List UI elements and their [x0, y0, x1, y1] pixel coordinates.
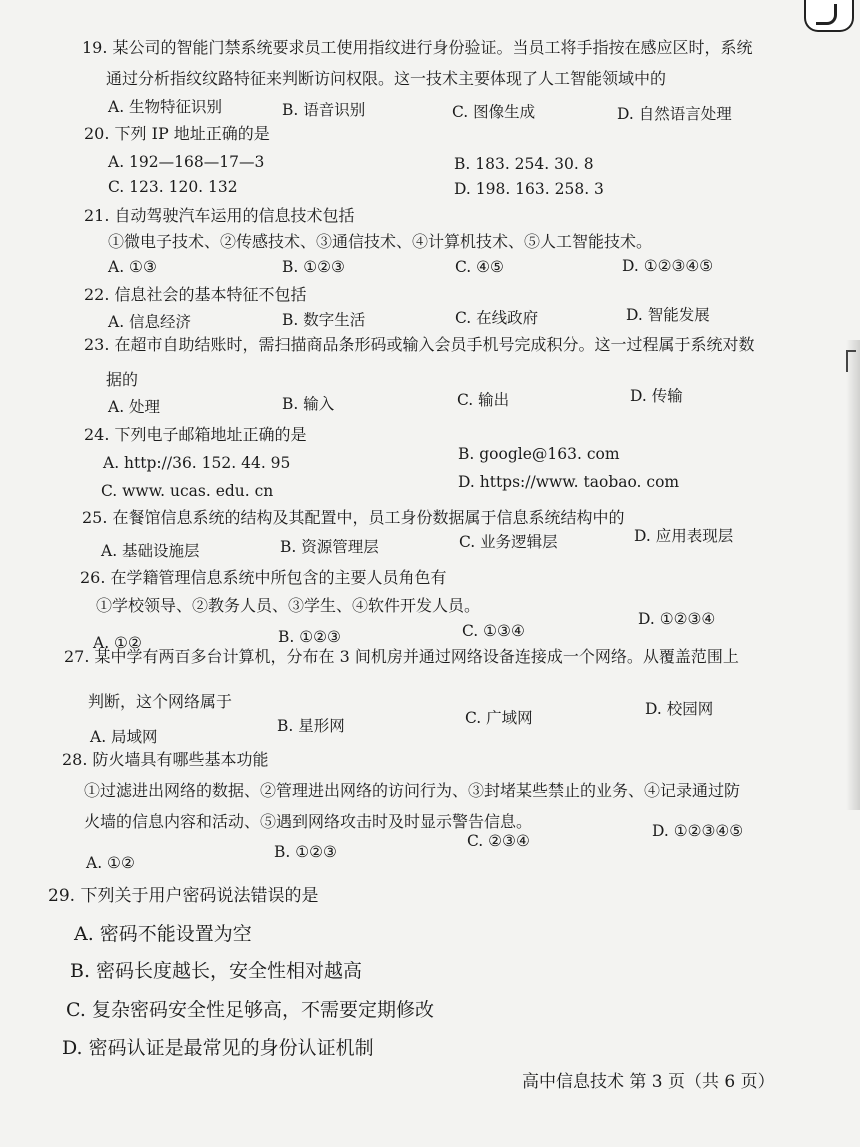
question-24-option-a: A. http://36. 152. 44. 95 [103, 454, 291, 472]
question-19-option-d: D. 自然语言处理 [617, 105, 732, 123]
question-25-option-b: B. 资源管理层 [280, 538, 379, 556]
question-19-option-c: C. 图像生成 [452, 103, 536, 121]
question-21-stem-line-2: ①微电子技术、②传感技术、③通信技术、④计算机技术、⑤人工智能技术。 [108, 232, 653, 251]
question-21-option-d: D. ①②③④⑤ [622, 257, 714, 275]
question-28-stem-line-1: 28. 防火墙具有哪些基本功能 [62, 750, 269, 769]
question-21-option-b: B. ①②③ [282, 258, 345, 276]
question-29-option-c: C. 复杂密码安全性足够高，不需要定期修改 [66, 999, 434, 1021]
question-22-option-d: D. 智能发展 [626, 306, 710, 324]
question-23-option-c: C. 输出 [457, 391, 510, 409]
question-27-stem-line-2: 判断，这个网络属于 [88, 692, 233, 711]
question-22-option-b: B. 数字生活 [282, 311, 366, 329]
question-20-stem: 20. 下列 IP 地址正确的是 [84, 124, 270, 143]
question-21-option-a: A. ①③ [108, 258, 157, 276]
page-edge-shadow [846, 340, 860, 810]
question-19-option-a: A. 生物特征识别 [108, 98, 223, 116]
question-26-option-c: C. ①③④ [462, 622, 525, 640]
question-26-option-d: D. ①②③④ [638, 610, 716, 628]
question-29-option-a: A. 密码不能设置为空 [74, 923, 252, 945]
question-22-option-c: C. 在线政府 [455, 309, 539, 327]
question-27-option-a: A. 局域网 [90, 728, 158, 746]
binding-clip-icon [804, 0, 854, 32]
question-25-option-a: A. 基础设施层 [101, 542, 200, 560]
question-22-option-a: A. 信息经济 [108, 313, 192, 331]
question-26-option-a: A. ①② [93, 634, 142, 652]
question-26-option-b: B. ①②③ [278, 628, 341, 646]
question-23-option-d: D. 传输 [630, 387, 683, 405]
question-27-stem-line-1: 27. 某中学有两百多台计算机，分布在 3 间机房并通过网络设备连接成一个网络。从覆盖范围上 [64, 647, 739, 666]
question-28-option-c: C. ②③④ [467, 832, 530, 850]
question-24-option-c: C. www. ucas. edu. cn [101, 482, 274, 500]
question-23-stem-line-2: 据的 [106, 370, 139, 389]
question-23-option-a: A. 处理 [108, 398, 161, 416]
question-28-stem-line-2: ①过滤进出网络的数据、②管理进出网络的访问行为、③封堵某些禁止的业务、④记录通过防 [84, 781, 741, 800]
question-28-option-d: D. ①②③④⑤ [652, 822, 744, 840]
question-28-option-b: B. ①②③ [274, 843, 337, 861]
page-footer: 高中信息技术 第 3 页（共 6 页） [522, 1072, 775, 1092]
question-24-stem: 24. 下列电子邮箱地址正确的是 [84, 425, 307, 444]
question-29-option-b: B. 密码长度越长，安全性相对越高 [70, 960, 363, 982]
question-28-option-a: A. ①② [86, 854, 135, 872]
question-24-option-b: B. google@163. com [458, 445, 620, 463]
question-23-stem-line-1: 23. 在超市自助结账时，需扫描商品条形码或输入会员手机号完成积分。这一过程属于系统对数 [84, 335, 755, 354]
question-21-option-c: C. ④⑤ [455, 258, 504, 276]
question-23-option-b: B. 输入 [282, 395, 335, 413]
question-20-option-a: A. 192—168—17—3 [108, 153, 265, 171]
question-22-stem: 22. 信息社会的基本特征不包括 [84, 285, 307, 304]
question-28-stem-line-3: 火墙的信息内容和活动、⑤遇到网络攻击时及时显示警告信息。 [84, 812, 533, 831]
question-27-option-b: B. 星形网 [277, 717, 345, 735]
question-21-stem-line-1: 21. 自动驾驶汽车运用的信息技术包括 [84, 206, 355, 225]
question-26-stem-line-2: ①学校领导、②教务人员、③学生、④软件开发人员。 [96, 596, 481, 615]
question-19-stem-line-2: 通过分析指纹纹路特征来判断访问权限。这一技术主要体现了人工智能领域中的 [106, 69, 667, 88]
question-20-option-b: B. 183. 254. 30. 8 [454, 155, 594, 173]
question-25-option-c: C. 业务逻辑层 [459, 533, 558, 551]
question-27-option-c: C. 广域网 [465, 709, 533, 727]
question-20-option-c: C. 123. 120. 132 [108, 178, 238, 196]
question-19-stem-line-1: 19. 某公司的智能门禁系统要求员工使用指纹进行身份验证。当员工将手指按在感应区时，系统 [82, 38, 753, 57]
page-edge-bracket [846, 350, 856, 372]
question-26-stem-line-1: 26. 在学籍管理信息系统中所包含的主要人员角色有 [80, 568, 447, 587]
question-25-stem: 25. 在餐馆信息系统的结构及其配置中，员工身份数据属于信息系统结构中的 [82, 508, 625, 527]
question-29-stem: 29. 下列关于用户密码说法错误的是 [48, 886, 319, 906]
question-19-option-b: B. 语音识别 [282, 101, 366, 119]
question-27-option-d: D. 校园网 [645, 700, 714, 718]
question-25-option-d: D. 应用表现层 [634, 527, 734, 545]
question-29-option-d: D. 密码认证是最常见的身份认证机制 [62, 1037, 374, 1059]
question-24-option-d: D. https://www. taobao. com [458, 473, 680, 491]
question-20-option-d: D. 198. 163. 258. 3 [454, 180, 604, 198]
